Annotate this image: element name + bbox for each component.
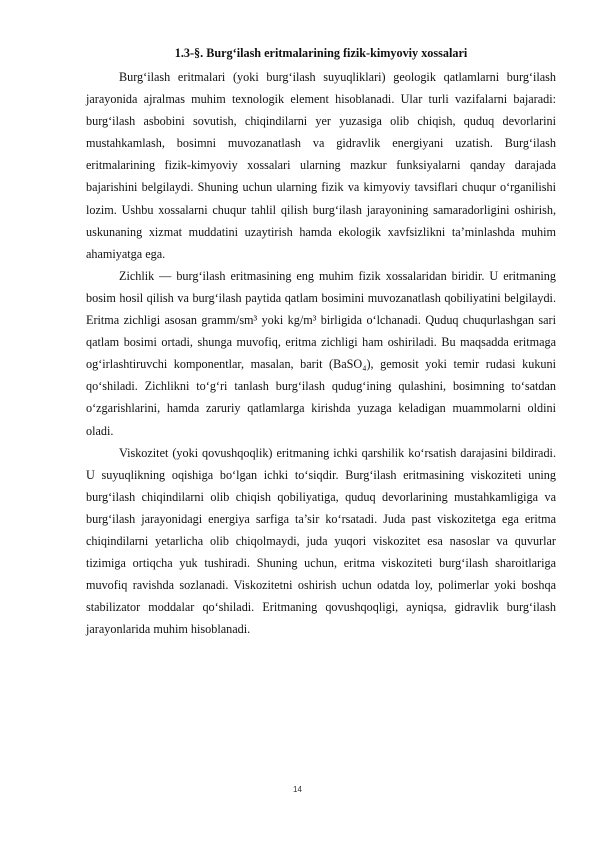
paragraph-density: Zichlik — burg‘ilash eritmasining eng muhim fizik xossalaridan biridir. U eritmaning bosim hosil qilish va burg‘ilash paytida qatlam bosimini muvozanatlash qobiliyatini belgilaydi. Eritma zichligi asosan gramm/sm³ yoki kg/m³ birligida o‘lchanadi. Quduq chuqurlashgan sari qatlam bosimi ortadi, shunga muvofiq, eritma zichligi ham oshiriladi. Bu maqsadda eritmaga og‘irlashtiruvchi komponentlar, masalan, barit (BaSO₄), gemosit yoki temir rudasi kukuni qo‘shiladi. Zichlikni to‘g‘ri tanlash burg‘ilash qudug‘ining qulashini, bosimning to‘satdan o‘zgarishlarini, hamda zaruriy qatlamlarga kirishda yuzaga keladigan muammolarni oldini oladi. [86,268,556,438]
page-number: 14 [293,785,302,794]
paragraph-intro: Burg‘ilash eritmalari (yoki burg‘ilash suyuqliklari) geologik qatlamlarni burg‘ilash jarayonida ajralmas muhim texnologik element hisoblanadi. Ular turli vazifalarni bajaradi: burg‘ilash asbobini sovutish, chiqindilarni yer yuzasiga olib chiqish, quduq devorlarini mustahkamlash, bosimni muvozanatlash va gidravlik energiyani uzatish. Burg‘ilash eritmalarining fizik-kimyoviy xossalari ularning mazkur funksiyalarni qanday darajada bajarishini belgilaydi. Shuning uchun ularning fizik va kimyoviy tavsiflari chuqur o‘rganilishi lozim. Ushbu xossalarni chuqur tahlil qilish burg‘ilash jarayonining samaradorligini oshirish, uskunaning xizmat muddatini uzaytirish hamda ekologik xavfsizlikni ta’minlashda muhim ahamiyatga ega. [86,70,556,261]
paragraph-viscosity: Viskozitet (yoki qovushqoqlik) eritmaning ichki qarshilik ko‘rsatish darajasini bildiradi. U suyuqlikning oqishiga bo‘lgan ichki to‘siqdir. Burg‘ilash eritmasining viskoziteti uning burg‘ilash chiqindilarni olib chiqish qobiliyatiga, quduq devorlarining mustahkamligiga va burg‘ilash jarayonidagi energiya sarfiga ta’sir ko‘rsatadi. Juda past viskozitetga ega eritma chiqindilarni yetarlicha olib chiqolmaydi, juda yuqori viskozitet esa nasoslar va quvurlar tizimiga ortiqcha yuk tushiradi. Shuning uchun, eritma viskoziteti burg‘ilash sharoitlariga muvofiq ravishda sozlanadi. Viskozitetni oshirish uchun odatda loy, polimerlar yoki boshqa stabilizator moddalar qo‘shiladi. Eritmaning qovushqoqligi, ayniqsa, gidravlik burg‘ilash jarayonlarida muhim hisoblanadi. [86,445,556,637]
section-heading: 1.3-§. Burg‘ilash eritmalarining fizik-kimyoviy xossalari [174,46,468,60]
document-page [86,46,556,640]
